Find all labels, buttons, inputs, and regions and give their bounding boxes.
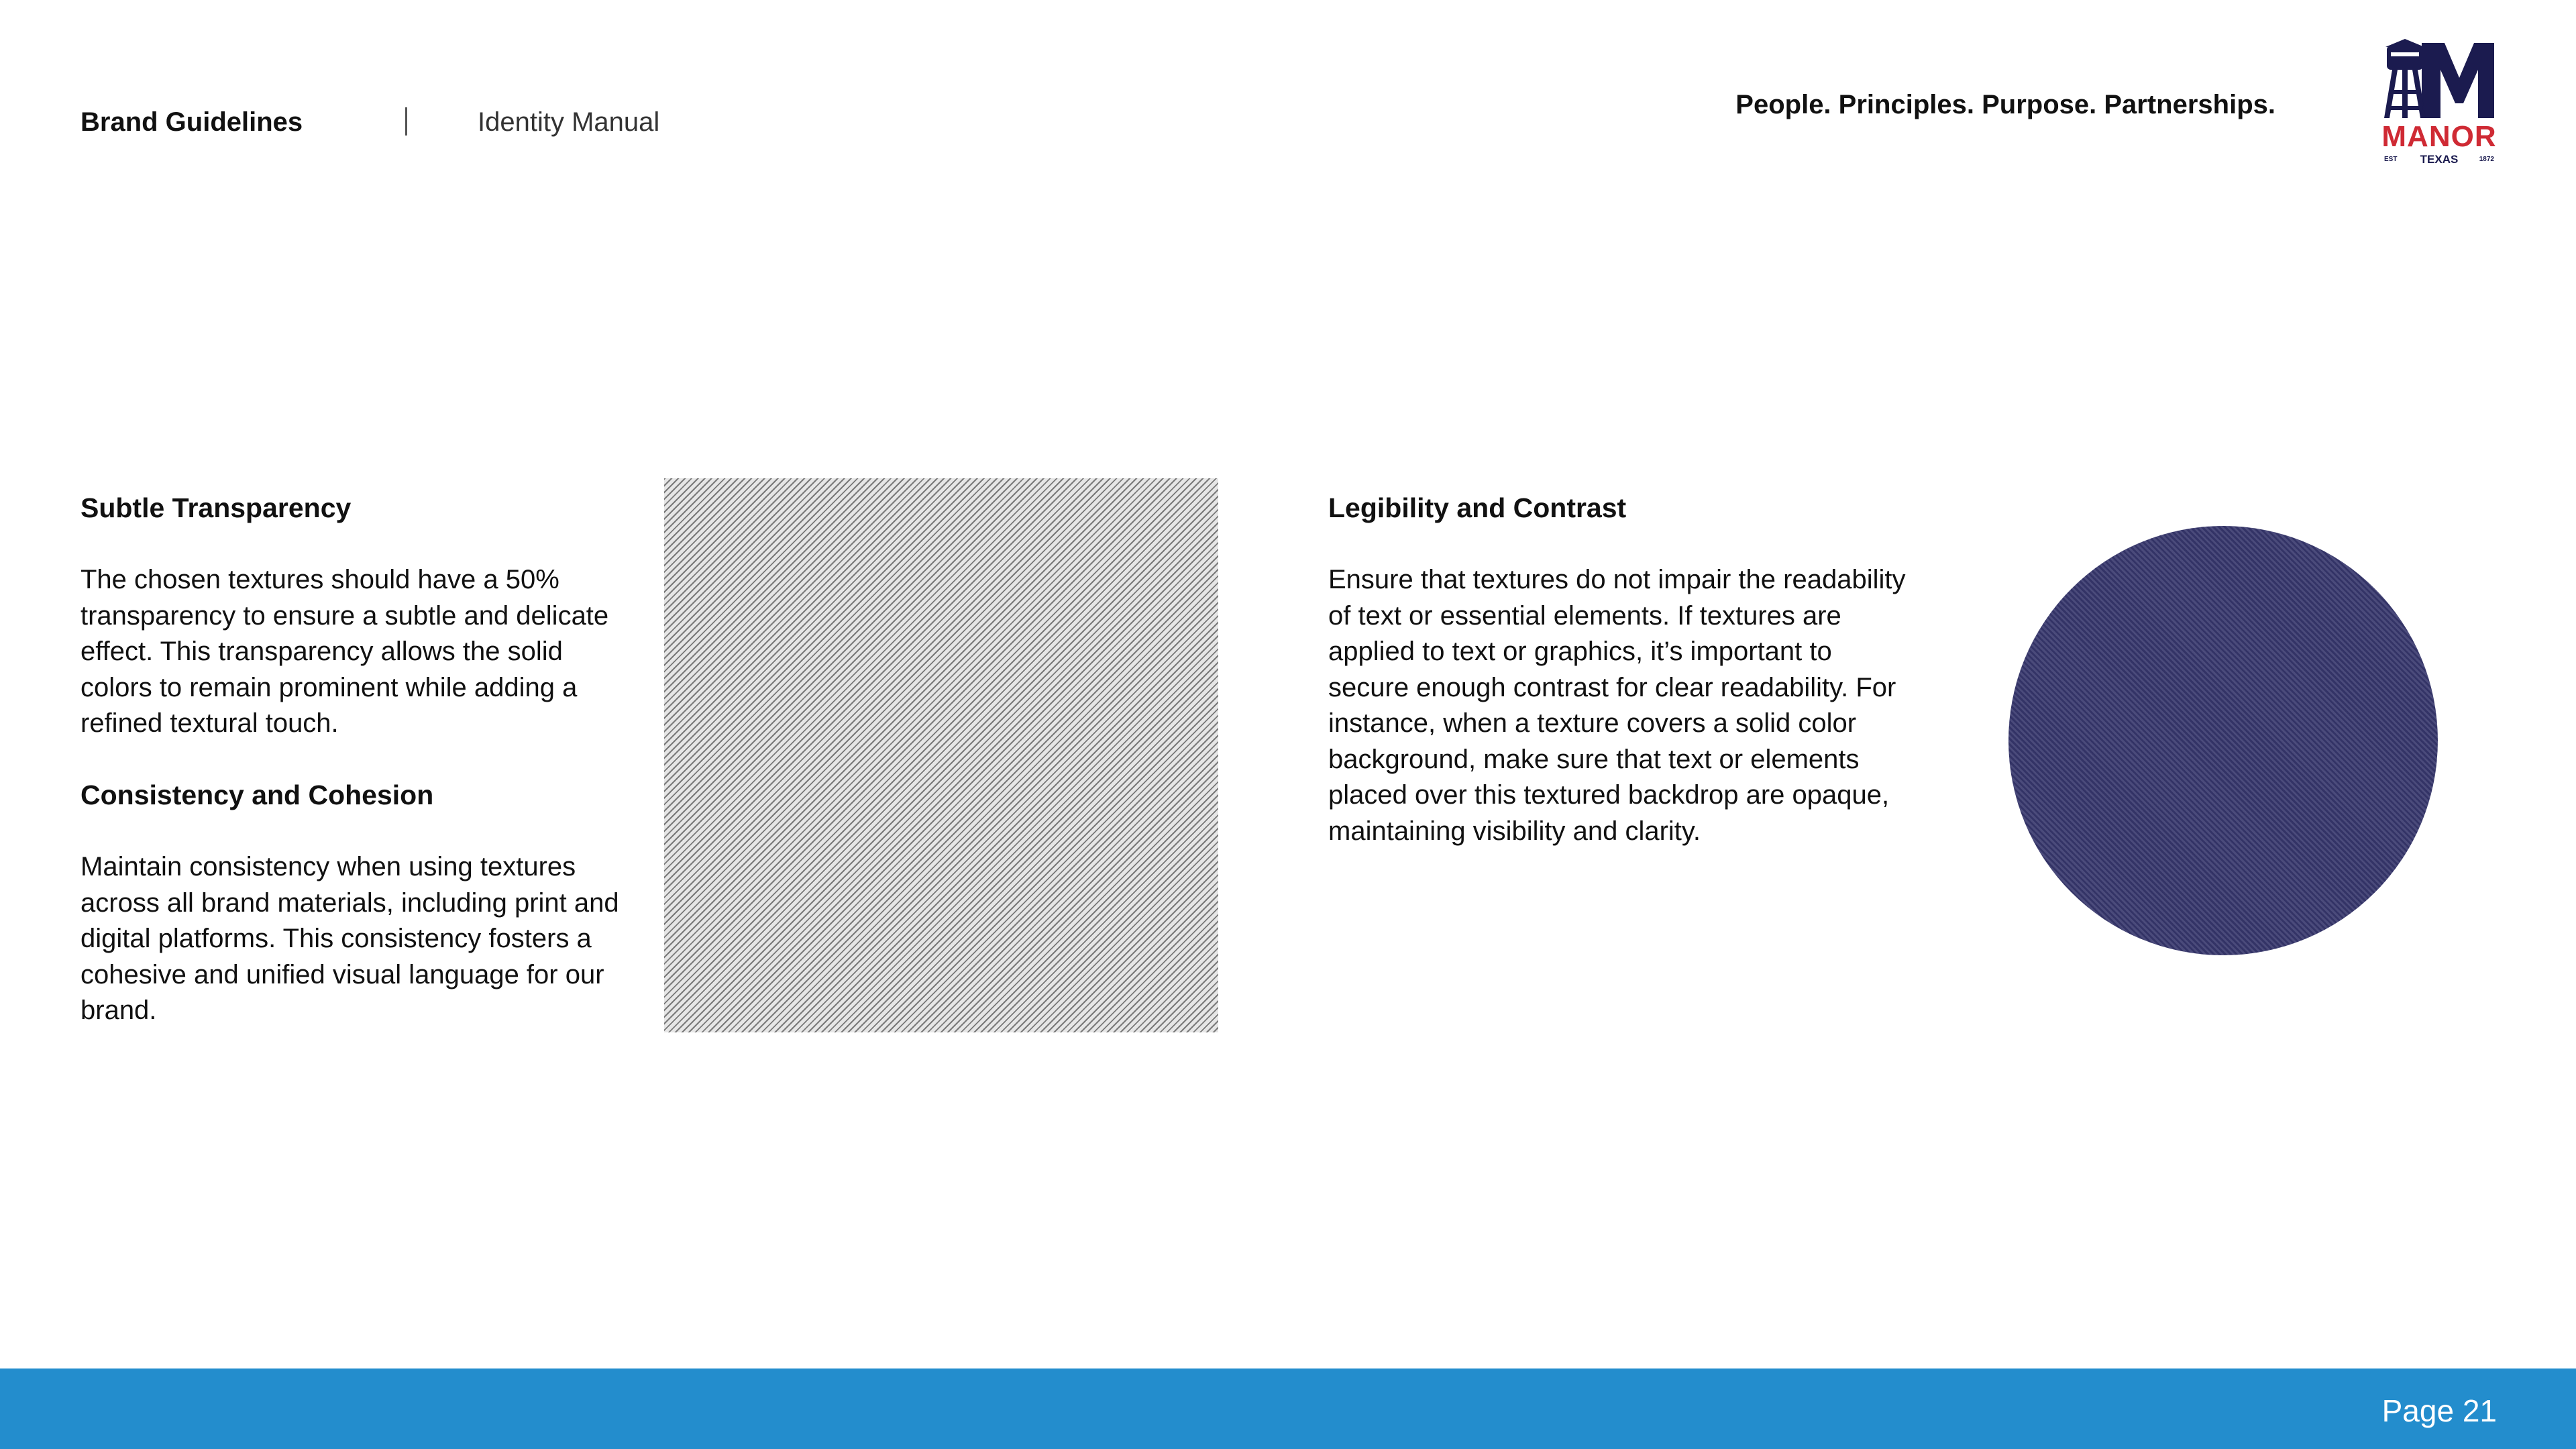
manor-texas-logo (2380, 39, 2498, 170)
diagonal-line-texture-sample (664, 478, 1218, 1032)
logo-baseline (2380, 153, 2498, 166)
document-title: Brand Guidelines (80, 107, 303, 137)
footer-bar (0, 1368, 2576, 1449)
subtle-transparency-body: The chosen textures should have a 50% transparency to ensure a subtle and delicate effect. This transparency allows the solid colors to remain prominent while adding a refined textural touch. (80, 565, 609, 738)
logo-year: 1872 (2479, 156, 2494, 163)
consistency-body: Maintain consistency when using textures across all brand materials, including print and digital platforms. This consistency fosters a cohesive and unified visual language for our brand. (80, 852, 619, 1025)
document-subtitle: Identity Manual (478, 107, 660, 137)
logo-wordmark: MANOR (2381, 120, 2497, 153)
legibility-heading: Legibility and Contrast (1328, 492, 1627, 523)
left-text-column (80, 490, 631, 1065)
right-text-column (1328, 490, 1919, 885)
page-number: Page 21 (2381, 1393, 2497, 1428)
consistency-heading: Consistency and Cohesion (80, 780, 434, 810)
water-tower-m-icon (2380, 39, 2498, 122)
legibility-body: Ensure that textures do not impair the readability of text or essential elements. If textures are applied to text or graphics, it’s important to secure enough contrast for clear readability. For instance, when a texture covers a solid color background, make sure that text or elements placed over this textured backdrop are opaque, maintaining visibility and clarity. (1328, 565, 1906, 846)
brand-tagline: People. Principles. Purpose. Partnerships. (1735, 90, 2275, 119)
subtle-transparency-heading: Subtle Transparency (80, 492, 352, 523)
textured-circle-sample (2008, 526, 2438, 955)
logo-state: TEXAS (2420, 153, 2459, 166)
header-divider (405, 107, 407, 136)
logo-est: EST (2384, 156, 2398, 163)
